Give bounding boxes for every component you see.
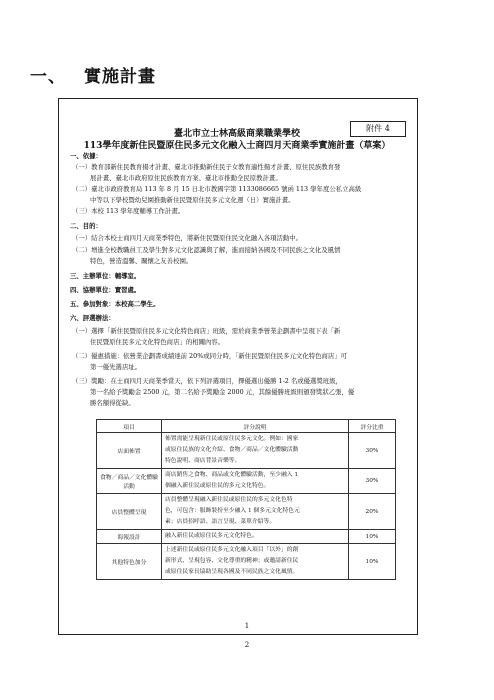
basis-item-3: （三）本校 113 學年度輔導工作計畫。	[72, 207, 185, 215]
plan-title: 113學年度新住民暨原住民多元文化融入士商四月天商業季實施計畫（草案）	[83, 141, 391, 151]
desc-line: 特色說明、商店背景音樂等。	[165, 458, 241, 464]
desc-line: 素；店員招呼語、語言呈現、菜單介紹等。	[165, 519, 276, 525]
purpose-item-1: （一）結合本校士商四月天商業季特色，將新住民暨原住民文化融入各項活動中。	[72, 234, 303, 242]
row-item: 海報設計	[97, 530, 162, 544]
desc-line: 上述新住民或原住民多元文化融入項目「以外」的創	[165, 547, 299, 553]
row-weight: 30%	[349, 433, 396, 469]
basis-item-1-cont: 展計畫、臺北市政府原住民族教育方案、臺北市推動全民原教計畫。	[90, 174, 282, 182]
school-name: 臺北市立士林高級商業職業學校	[173, 129, 300, 139]
row-description	[162, 530, 349, 544]
section-title: 實施計畫	[84, 67, 156, 87]
desc-line: 商店銷售之食物、商品或文化體驗活動，至少融入 1	[165, 472, 299, 478]
section-number: 一、	[30, 67, 66, 87]
selection-item-3: （三）獎勵：在士商四月天商業季當天，依下列評選項目，擇優選出優勝 1-2 名或優選獎班級，	[72, 377, 342, 385]
row-description	[162, 433, 349, 469]
table-row	[97, 469, 396, 494]
table-row	[97, 544, 396, 580]
column-header-item: 項目	[97, 420, 162, 433]
table-row	[97, 433, 396, 469]
row-description	[162, 469, 349, 494]
row-item: 其他特色加分	[97, 544, 162, 580]
selection-item-2-cont: 第一優先選店址。	[90, 363, 142, 371]
desc-line: 個融入新住民或原住民的多元文化特色。	[165, 483, 270, 489]
desc-line: 佈置需能呈現新住民或原住民多元文化。例如：國家	[165, 436, 299, 442]
evaluation-table	[96, 419, 396, 580]
section-heading	[30, 62, 156, 87]
participants: 五、參加對象：本校高二學生。	[70, 300, 160, 308]
basis-item-2: （二）臺北市政府教育局 113 年 8 月 15 日北市教國字第 1133086665 號函 113 學年度公私立高級	[72, 185, 362, 193]
desc-line: 新形式，呈現包容、文化尊重的精神；或邀請新住民	[165, 558, 299, 564]
selection-item-3-cont2: 勝名額得從缺。	[90, 399, 135, 407]
row-weight: 30%	[349, 469, 396, 494]
row-weight: 10%	[349, 530, 396, 544]
selection-item-3-cont: 第一名給予獎勵金 2500 元，第二名給予獎勵金 2000 元，其餘優勝班級則頒發獎狀乙張，優	[90, 388, 355, 396]
purpose-item-2: （二）增進全校教職員工及學生對多元文化認識與了解，進而接納各國及不同民族之文化及風情	[72, 246, 341, 254]
selection-item-1-cont: 住民暨原住民多元文化特色商店」的相關內容。	[90, 338, 225, 346]
desc-line: 店員整體呈現融入新住民或原住民的多元文化色特	[165, 497, 293, 503]
basis-heading: 一、依據：	[70, 152, 102, 160]
row-item: 店面佈置	[97, 433, 162, 469]
outer-page-number: 2	[244, 641, 250, 649]
desc-line: 色，可包含：服飾裝扮至少融入 1 個多元文化特色元	[165, 508, 300, 514]
table-row	[97, 530, 396, 544]
row-weight: 10%	[349, 544, 396, 580]
row-item: 店員整體呈現	[97, 494, 162, 530]
desc-line: 或原住民族的文化介紹、食物／商品／文化體驗活動	[165, 447, 299, 453]
basis-item-1: （一）教育部新住民教育揚才計畫、臺北市推動新住民子女教育適性揚才計畫、原住民族教育發	[72, 163, 341, 171]
column-header-description: 評分說明	[162, 420, 349, 433]
organizer: 三、主辦單位：輔導室。	[70, 272, 141, 280]
purpose-item-2-cont: 特色，營造溫馨、關懷之友善校園。	[90, 257, 193, 265]
co-organizer: 四、協辦單位：實習處。	[70, 286, 141, 294]
row-description	[162, 544, 349, 580]
table-header-row	[97, 420, 396, 433]
desc-line: 融入新住民或原住民多元文化特色。	[165, 533, 258, 539]
basis-item-2-cont: 中等以下學校暨幼兒園推動新住民暨原住民多元文化週（日）實施計畫。	[90, 196, 295, 204]
inner-page-number: 1	[244, 622, 250, 630]
row-description	[162, 494, 349, 530]
annex-label: 附件 4	[350, 121, 406, 137]
purpose-heading: 二、目的：	[70, 222, 102, 230]
row-weight: 20%	[349, 494, 396, 530]
table-row	[97, 494, 396, 530]
selection-item-1: （一）選擇「新住民暨原住民多元文化特色商店」班級，需於商業季營業企劃書中呈現下表「新	[72, 327, 341, 335]
column-header-weight: 評分比重	[349, 420, 396, 433]
row-item: 食物／商品／文化體驗活動	[97, 469, 162, 494]
selection-heading: 六、評選辦法：	[70, 314, 115, 322]
selection-item-2: （二）優惠措施：依營業企劃書成績達前 20%或同分時，「新住民暨原住民多元文化特色商店」可	[72, 352, 348, 360]
desc-line: 或原住民家長協助呈現各國及不同民族之文化風情。	[165, 569, 299, 575]
